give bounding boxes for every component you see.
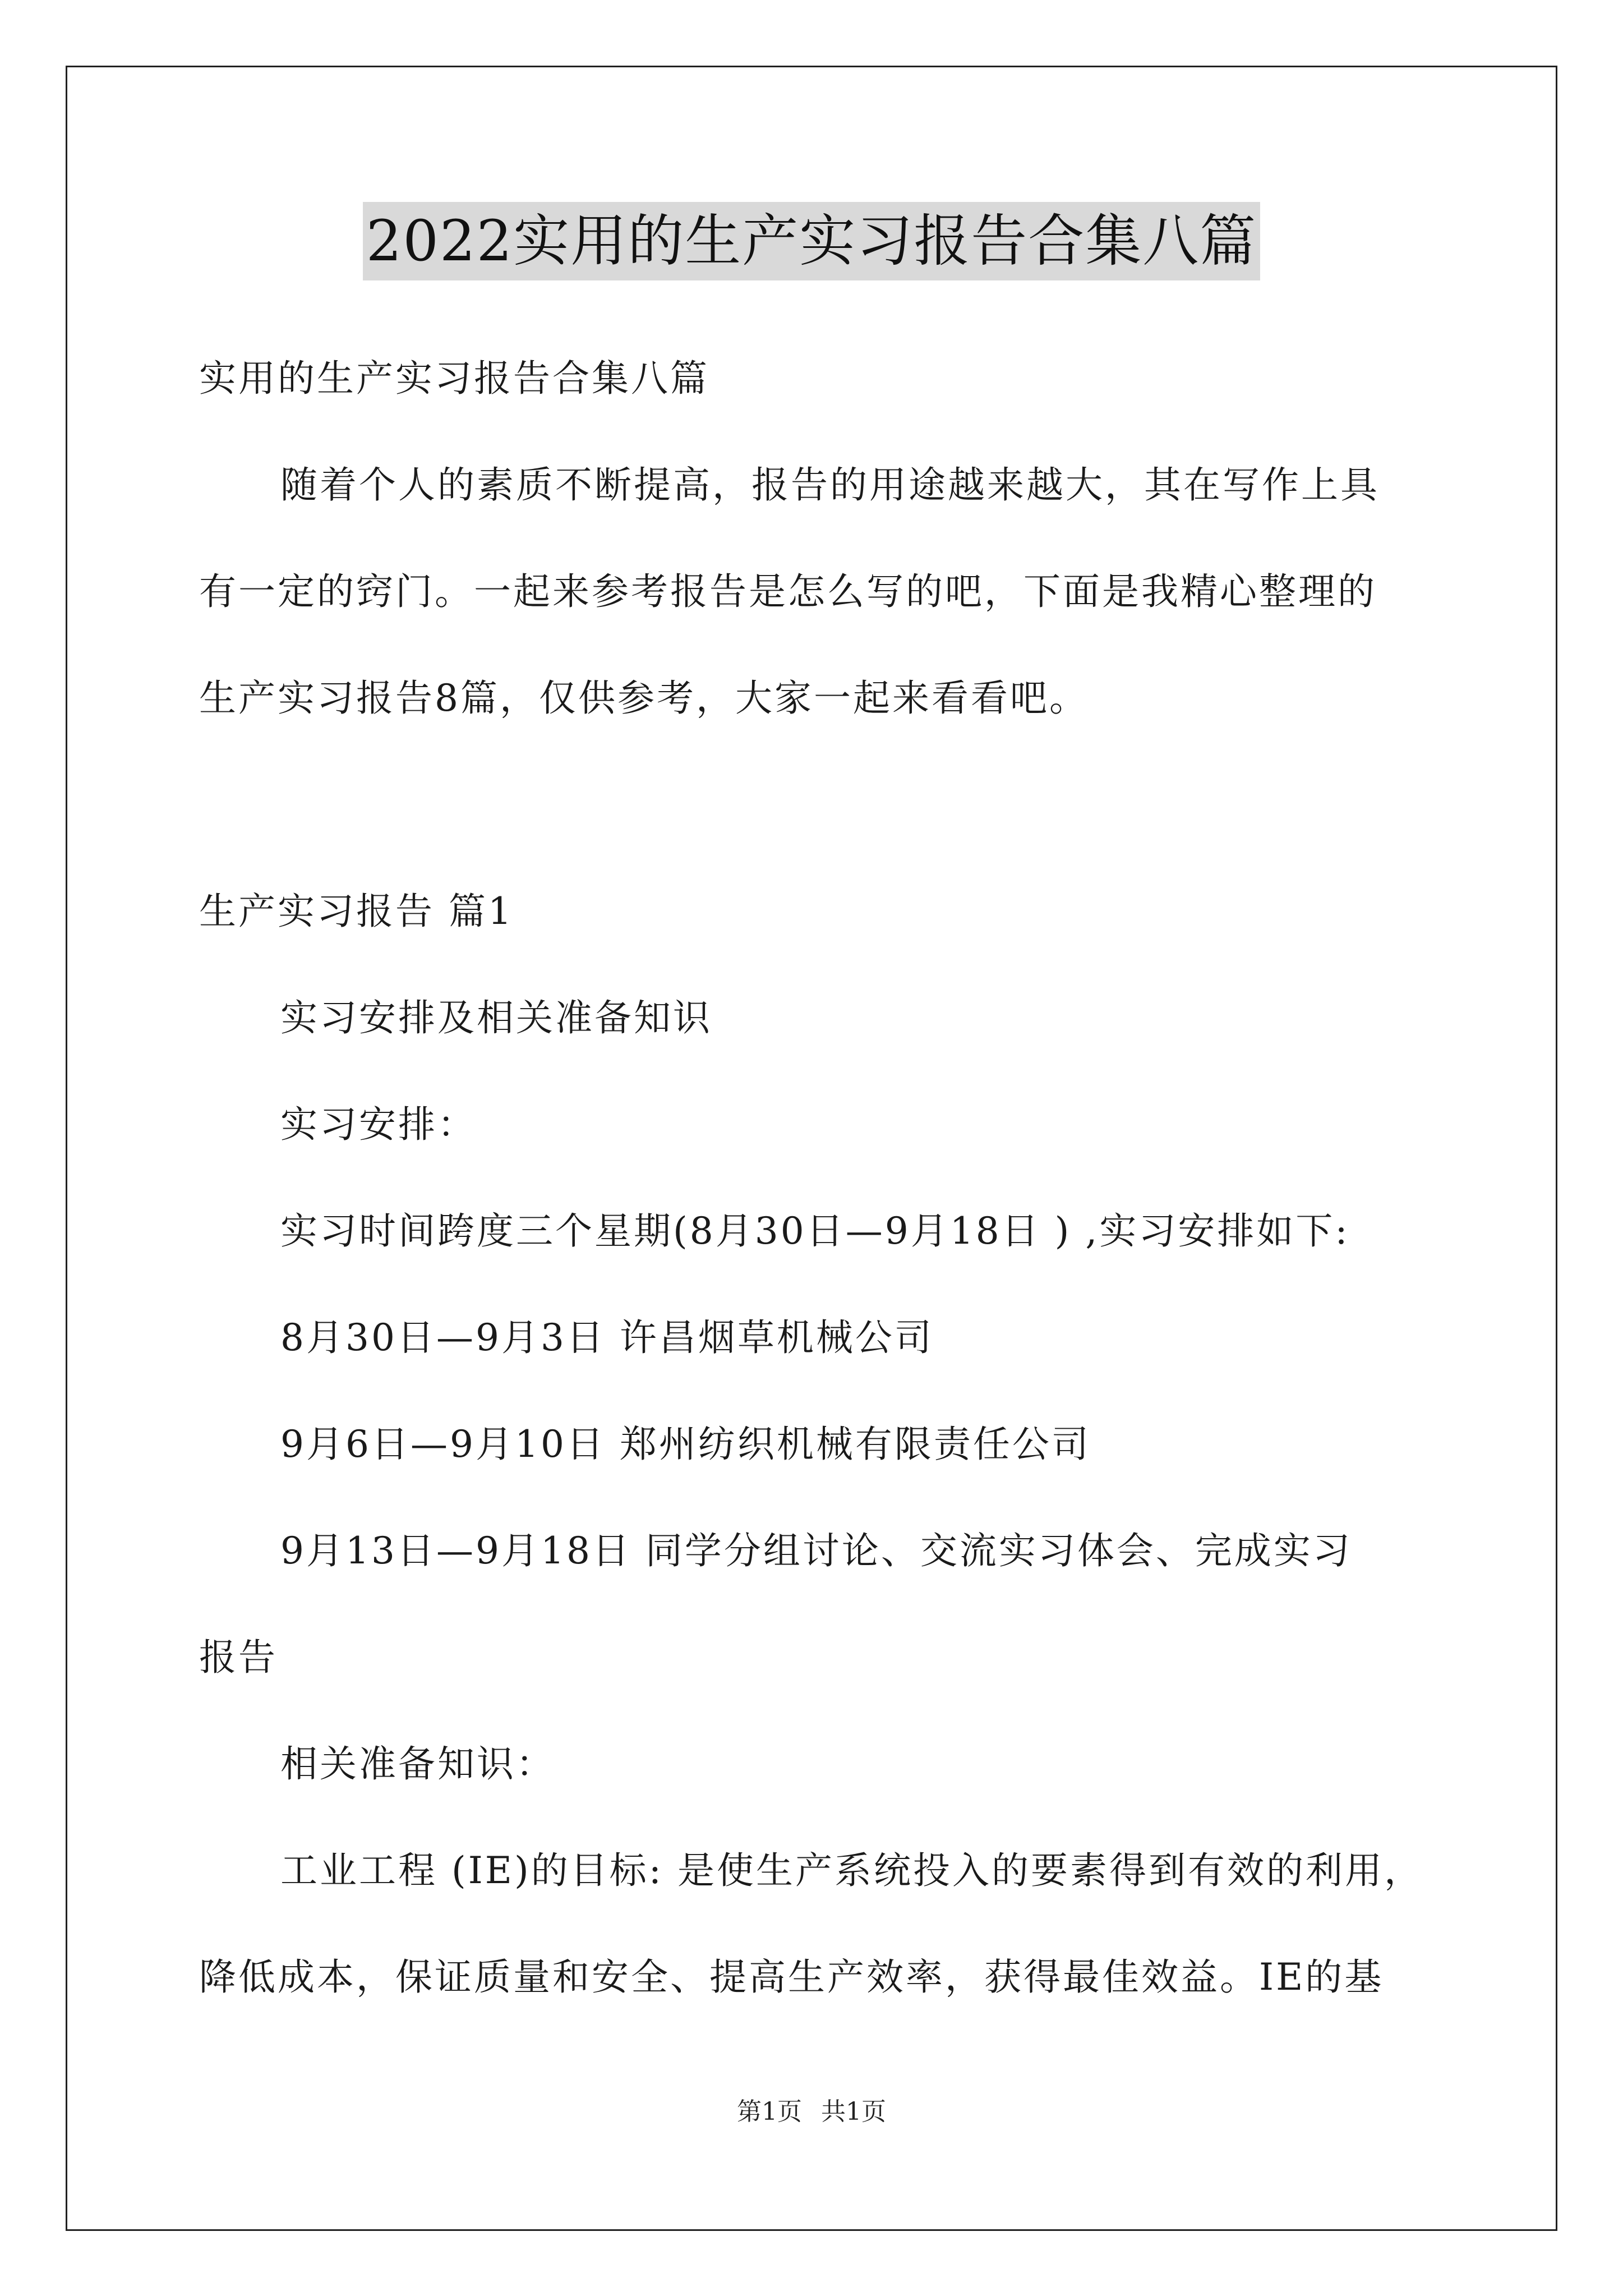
document-title: 2022实用的生产实习报告合集八篇 (363, 202, 1261, 280)
paragraph-line: 9月13日—9月18日 同学分组讨论、交流实习体会、完成实习 (280, 1529, 1352, 1572)
paragraph-line: 工业工程 (IE)的目标: 是使生产系统投入的要素得到有效的利用， (280, 1849, 1423, 1892)
paragraph-line: 有一定的窍门。一起来参考报告是怎么写的吧，下面是我精心整理的 (199, 570, 1377, 613)
page-number: 第1页 (737, 2097, 802, 2126)
page-footer (0, 2095, 1623, 2129)
page-total: 共1页 (821, 2097, 886, 2126)
paragraph-line: 降低成本，保证质量和安全、提高生产效率，获得最佳效益。IE的基 (199, 1955, 1384, 1999)
paragraph-line: 实习安排及相关准备知识 (280, 996, 712, 1039)
paragraph-line: 相关准备知识： (280, 1742, 555, 1786)
title-wrap (0, 202, 1623, 280)
paragraph-line: 生产实习报告8篇，仅供参考，大家一起来看看吧。 (199, 677, 1089, 720)
paragraph-line: 实习时间跨度三个星期(8月30日—9月18日 ) ,实习安排如下: (280, 1209, 1350, 1253)
subtitle-line: 实用的生产实习报告合集八篇 (199, 357, 709, 400)
paragraph-line: 9月6日—9月10日 郑州纺织机械有限责任公司 (280, 1423, 1091, 1466)
paragraph-line: 8月30日—9月3日 许昌烟草机械公司 (280, 1316, 934, 1359)
paragraph-line: 报告 (199, 1636, 278, 1679)
section-heading: 生产实习报告 篇1 (199, 890, 514, 933)
paragraph-line: 随着个人的素质不断提高，报告的用途越来越大，其在写作上具 (280, 463, 1380, 507)
paragraph-line: 实习安排： (280, 1103, 477, 1146)
